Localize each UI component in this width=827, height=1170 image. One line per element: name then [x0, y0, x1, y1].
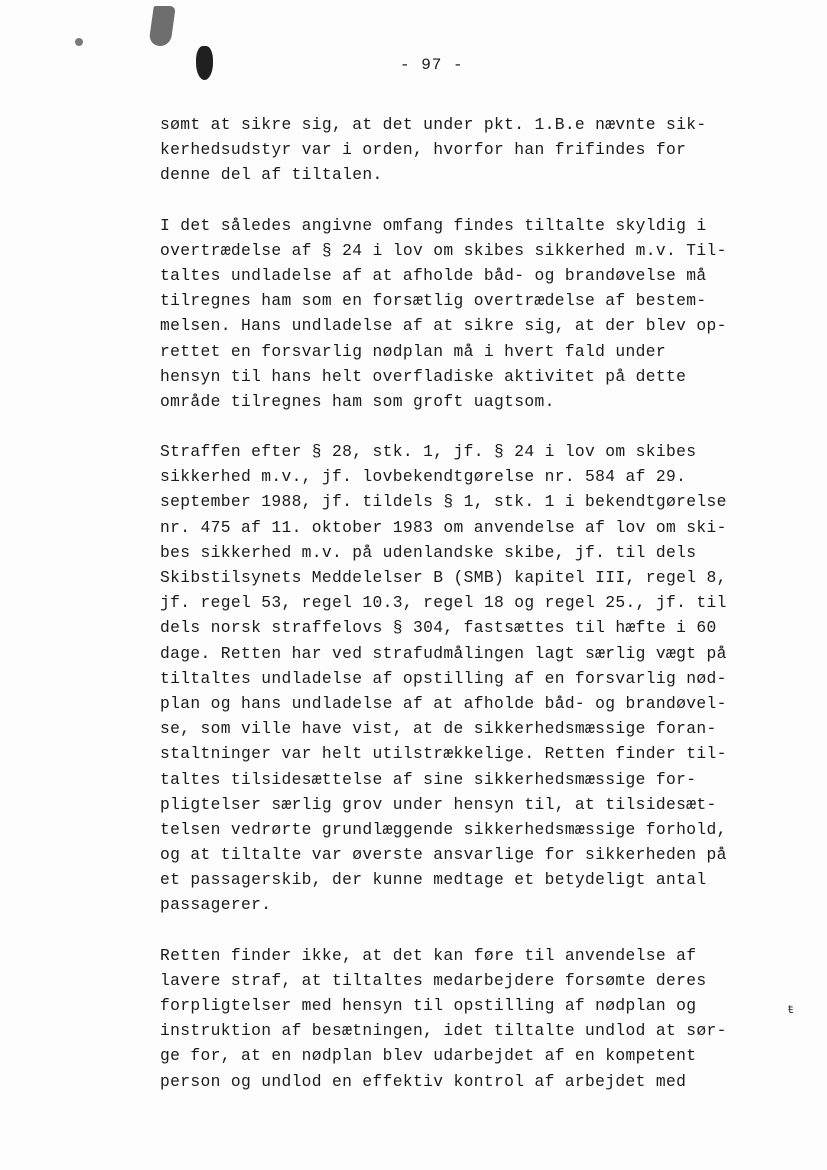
paragraph	[160, 439, 760, 918]
text-line: tilregnes ham som en forsætlig overtrædelse af bestem-	[160, 291, 707, 311]
text-line: instruktion af besætningen, idet tiltalte undlod at sør-	[160, 1021, 727, 1041]
text-line: jf. regel 53, regel 10.3, regel 18 og regel 25., jf. til	[160, 593, 727, 613]
margin-mark: ŧ	[787, 1003, 795, 1017]
paragraph	[160, 112, 760, 188]
text-line: Skibstilsynets Meddelelser B (SMB) kapitel III, regel 8,	[160, 568, 727, 587]
text-line: dels norsk straffelovs § 304, fastsættes til hæfte i 60	[160, 618, 717, 638]
text-line: sikkerhed m.v., jf. lovbekendtgørelse nr. 584 af 29.	[160, 467, 687, 487]
paragraph	[160, 213, 760, 415]
text-line: Retten finder ikke, at det kan føre til anvendelse af	[160, 945, 697, 965]
text-line: et passagerskib, der kunne medtage et betydeligt antal	[160, 870, 707, 890]
text-line: ge for, at en nødplan blev udarbejdet af en kompetent	[160, 1046, 697, 1066]
text-line: telsen vedrørte grundlæggende sikkerhedsmæssige forhold,	[160, 819, 727, 839]
text-line: område tilregnes ham som groft uagtsom.	[160, 391, 555, 411]
paragraph	[160, 943, 760, 1094]
text-line: kerhedsudstyr var i orden, hvorfor han frifindes for	[160, 140, 687, 160]
text-line: person og undlod en effektiv kontrol af arbejdet med	[160, 1071, 687, 1091]
text-line: plan og hans undladelse af at afholde båd- og brandøvel-	[160, 693, 727, 713]
text-line: taltes tilsidesættelse af sine sikkerhedsmæssige for-	[160, 769, 697, 789]
text-line: dage. Retten har ved strafudmålingen lagt særlig vægt på	[160, 643, 727, 663]
hole-punch-mark	[196, 46, 213, 80]
text-line: rettet en forsvarlig nødplan må i hvert fald under	[160, 341, 667, 361]
text-line: taltes undladelse af at afholde båd- og brandøvelse må	[160, 265, 707, 285]
text-line: se, som ville have vist, at de sikkerhedsmæssige foran-	[160, 719, 717, 739]
text-line: hensyn til hans helt overfladiske aktivitet på dette	[160, 366, 687, 386]
text-line: denne del af tiltalen.	[160, 165, 383, 185]
text-line: staltninger var helt utilstrækkelige. Retten finder til-	[160, 744, 727, 764]
text-line: sømt at sikre sig, at det under pkt. 1.B.e nævnte sik-	[160, 115, 707, 134]
text-line: forpligtelser med hensyn til opstilling af nødplan og	[160, 996, 697, 1015]
text-line: lavere straf, at tiltaltes medarbejdere forsømte deres	[160, 970, 707, 990]
text-line: melsen. Hans undladelse af at sikre sig, at der blev op-	[160, 316, 727, 336]
text-line: I det således angivne omfang findes tiltalte skyldig i	[160, 215, 707, 235]
scan-streak	[148, 6, 176, 46]
text-line: tiltaltes undladelse af opstilling af en forsvarlig nød-	[160, 668, 727, 688]
text-line: september 1988, jf. tildels § 1, stk. 1 i bekendtgørelse	[160, 492, 727, 512]
page-number: - 97 -	[400, 56, 464, 74]
text-line: pligtelser særlig grov under hensyn til, at tilsidesæt-	[160, 794, 717, 814]
text-line: Straffen efter § 28, stk. 1, jf. § 24 i lov om skibes	[160, 442, 697, 462]
text-line: og at tiltalte var øverste ansvarlige for sikkerheden på	[160, 845, 727, 865]
text-line: overtrædelse af § 24 i lov om skibes sikkerhed m.v. Til-	[160, 240, 727, 260]
scan-speck	[75, 38, 83, 46]
text-line: nr. 475 af 11. oktober 1983 om anvendelse af lov om ski-	[160, 517, 727, 537]
body-text	[160, 112, 760, 1119]
text-line: passagerer.	[160, 895, 272, 915]
text-line: bes sikkerhed m.v. på udenlandske skibe, jf. til dels	[160, 542, 697, 562]
